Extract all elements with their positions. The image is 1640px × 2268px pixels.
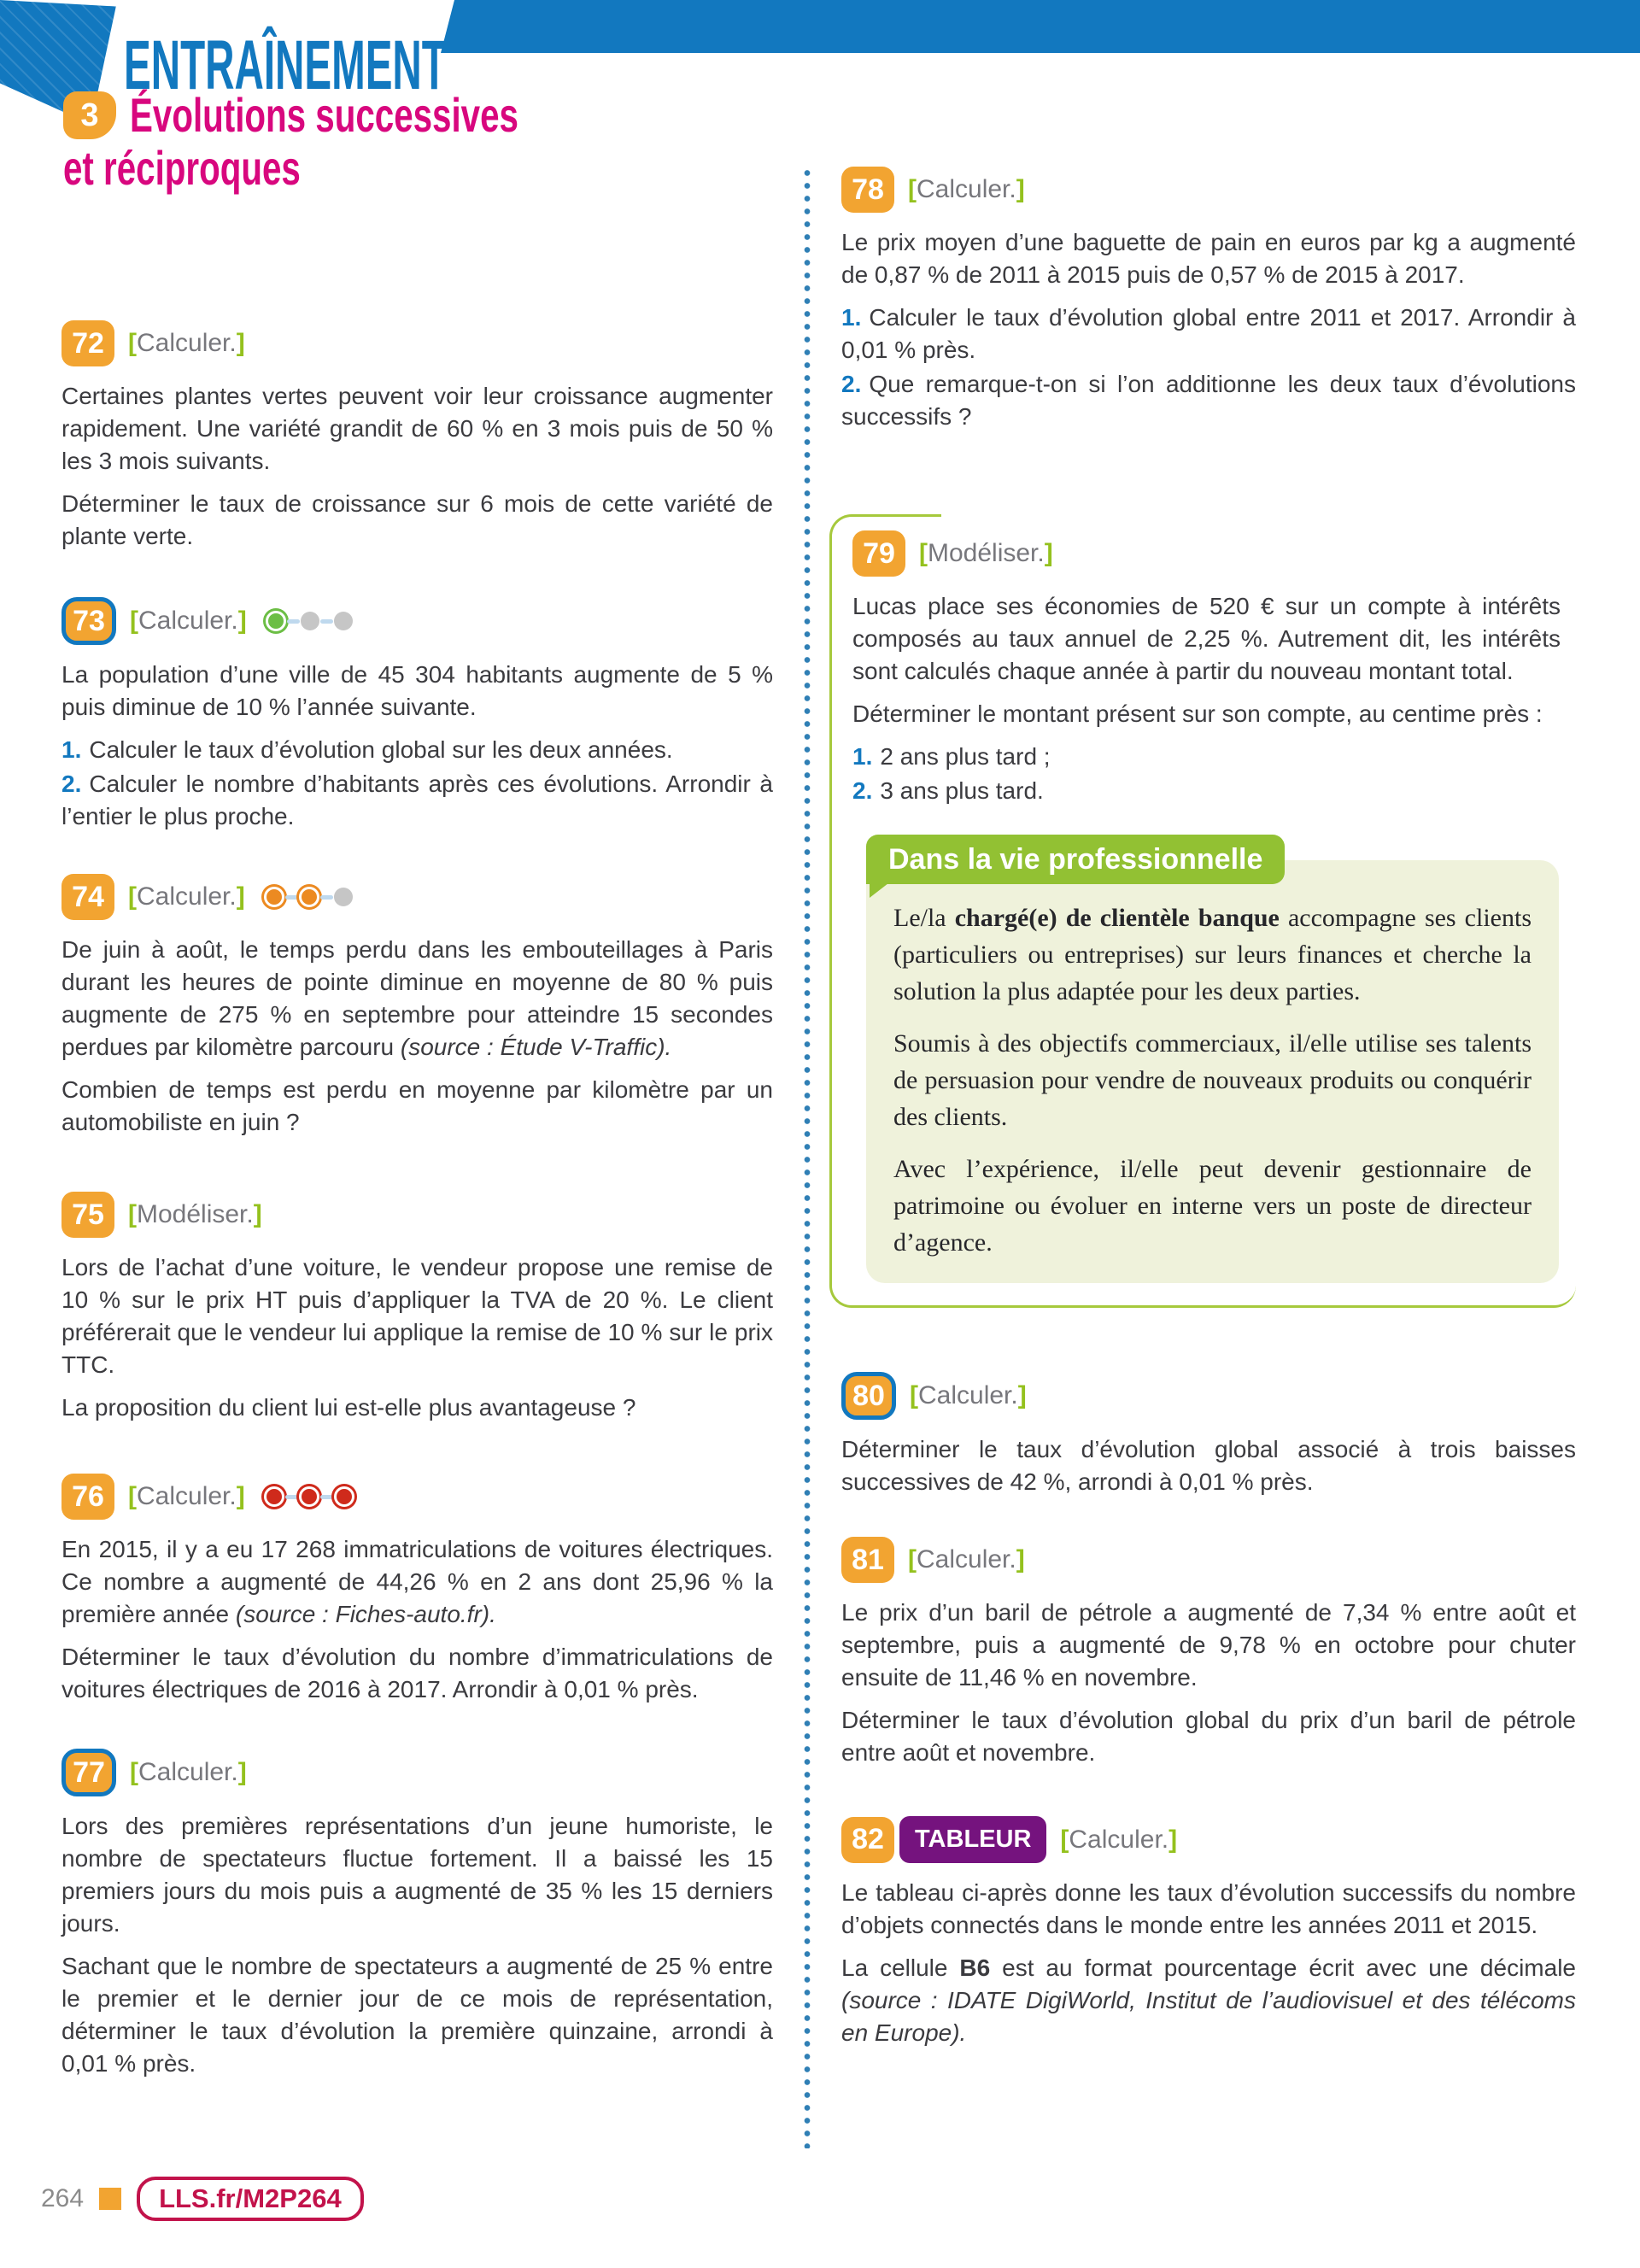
section-title-line1: Évolutions successives [130,88,518,142]
exercise-text: Lors de l’achat d’une voiture, le vendeur propose une remise de 10 % sur le prix HT puis d’appliquer la TVA de 20 %. Le client préférerait que le vendeur lui applique la remise de 10 % sur le prix TTC. [62,1254,773,1378]
exercise-76-header [62,1474,773,1520]
exercise-text: En 2015, il y a eu 17 268 immatriculations de voitures électriques. Ce nombre a augmenté de 44,26 % en 2 ans dont 25,96 % la première année (source : Fiches-auto.fr). [62,1536,773,1627]
difficulty-meter [264,1486,354,1507]
footer-square-icon [99,2188,121,2210]
skill-label: [Calculer.] [910,1381,1027,1409]
skill-label: [Modéliser.] [128,1200,262,1228]
exercise-79-header [852,530,1561,577]
exercise-question: 2. Calculer le nombre d’habitants après ces évolutions. Arrondir à l’entier le plus proche. [62,771,773,829]
exercise-text: Déterminer le taux d’évolution global du prix d’un baril de pétrole entre août et novembre. [841,1707,1576,1766]
exercise-text: Lors des premières représentations d’un jeune humoriste, le nombre de spectateurs fluctue fortement. Il a baissé les 15 premiers jours du mois puis a augmenté de 35 % les 15 derniers jours. [62,1813,773,1937]
exercise-78-header [841,167,1576,213]
exercise-72 [62,320,773,553]
exercise-question: 1. Calculer le taux d’évolution global entre 2011 et 2017. Arrondir à 0,01 % près. [841,304,1576,363]
exercise-82 [841,1816,1576,2049]
exercise-number-badge: 79 [852,530,905,577]
exercise-78 [841,167,1576,433]
exercise-text: Déterminer le taux d’évolution global associé à trois baisses successives de 42 %, arrondi à 0,01 % près. [841,1436,1576,1495]
exercise-number-badge: 82 [841,1817,894,1863]
exercise-number-badge: 80 [841,1372,896,1420]
exercise-number-badge: 75 [62,1192,114,1238]
exercise-72-header [62,320,773,366]
exercise-text: Le prix d’un baril de pétrole a augmenté de 7,34 % entre août et septembre, puis a augmenté de 9,78 % en octobre pour chuter ensuite de 11,46 % en novembre. [841,1599,1576,1691]
column-divider [804,167,811,2148]
exercise-73-header [62,597,773,645]
exercise-text: Déterminer le montant présent sur son compte, au centime près : [852,700,1543,727]
page-footer [41,2177,364,2221]
exercise-number-badge: 76 [62,1474,114,1520]
section-heading [63,90,773,194]
exercise-number-badge: 74 [62,874,114,920]
exercise-text: De juin à août, le temps perdu dans les embouteillages à Paris durant les heures de pointe diminue en moyenne de 80 % puis augmente de 275 % en septembre pour atteindre 15 secondes perdues par kilomètre parcouru (source : Étude V-Traffic). [62,936,773,1060]
exercise-text: La cellule B6 est au format pourcentage écrit avec une décimale (source : IDATE DigiWorld, Institut de l’audiovisuel et des télécoms en Europe). [841,1954,1576,2046]
exercise-75 [62,1192,773,1424]
section-number-badge: 3 [63,91,116,139]
exercise-77-header [62,1749,773,1796]
exercise-number-badge: 72 [62,320,114,366]
tableur-badge: TABLEUR [899,1816,1046,1863]
difficulty-dot-on-icon [264,887,284,907]
exercise-77 [62,1749,773,2080]
banner-title: ENTRAÎNEMENT [124,26,447,104]
vie-pro-text: Le/la chargé(e) de clientèle banque accompagne ses clients (particuliers ou entreprises) sur leurs finances et cherche la solution la plus adaptée pour les deux parties. [893,904,1532,1005]
skill-label: [Calculer.] [128,882,245,911]
difficulty-dot-on-icon [299,887,319,907]
exercise-75-header [62,1192,773,1238]
exercise-text: Certaines plantes vertes peuvent voir leur croissance augmenter rapidement. Une variété grandit de 60 % en 3 mois puis de 50 % les 3 mois suivants. [62,383,773,474]
left-column [62,90,773,2080]
difficulty-dot-on-icon [266,611,286,631]
exercise-74 [62,874,773,1139]
exercise-text: La population d’une ville de 45 304 habitants augmente de 5 % puis diminue de 10 % l’année suivante. [62,661,773,720]
exercise-text: Le prix moyen d’une baguette de pain en euros par kg a augmenté de 0,87 % de 2011 à 2015 puis de 0,57 % de 2015 à 2017. [841,229,1576,288]
skill-label: [Calculer.] [130,607,247,635]
exercise-76 [62,1474,773,1706]
vie-pro-text: Soumis à des objectifs commerciaux, il/elle utilise ses talents de persuasion pour vendre de nouveaux produits ou conquérir des clients. [893,1029,1532,1131]
exercise-73 [62,597,773,833]
difficulty-dot-on-icon [334,1486,354,1507]
skill-label: [Calculer.] [128,1482,245,1510]
exercise-79 [852,530,1561,807]
exercise-question: 2. 3 ans plus tard. [852,777,1044,804]
header-blue-bar [441,0,1640,53]
difficulty-dot-on-icon [299,1486,319,1507]
exercise-question: 2. Que remarque-t-on si l’on additionne les deux taux d’évolutions successifs ? [841,371,1576,430]
difficulty-meter [266,611,353,631]
difficulty-dot-off-icon [334,612,353,630]
exercise-80 [841,1372,1576,1498]
right-column [841,167,1576,2049]
exercise-question: 1. Calculer le taux d’évolution global sur les deux années. [62,736,673,763]
page-number: 264 [41,2184,85,2212]
section-title-line2: et réciproques [63,141,301,195]
exercise-80-header [841,1372,1576,1420]
exercise-text: Le tableau ci-après donne les taux d’évolution successifs du nombre d’objets connectés dans le monde entre les années 2011 et 2015. [841,1879,1576,1938]
exercise-number-badge: 78 [841,167,894,213]
difficulty-dot-off-icon [334,888,353,906]
difficulty-dot-off-icon [301,612,319,630]
lls-link-badge[interactable]: LLS.fr/M2P264 [137,2177,364,2221]
skill-label: [Calculer.] [908,175,1025,203]
vie-professionnelle-title: Dans la vie professionnelle [866,835,1285,884]
skill-label: [Calculer.] [908,1545,1025,1574]
exercise-number-badge: 73 [62,597,116,645]
exercise-82-header [841,1816,1576,1863]
vie-pro-text: Avec l’expérience, il/elle peut devenir gestionnaire de patrimoine ou évoluer en interne vers un poste de directeur d’agence. [893,1155,1532,1257]
vie-professionnelle-box [866,843,1559,1283]
exercise-text: Déterminer le taux de croissance sur 6 mois de cette variété de plante verte. [62,490,773,549]
exercise-81 [841,1537,1576,1769]
exercise-text: Lucas place ses économies de 520 € sur un compte à intérêts composés au taux annuel de 2,25 %. Autrement dit, les intérêts sont calculés chaque année à partir du nouveau montant total. [852,593,1561,684]
exercise-74-header [62,874,773,920]
exercise-text: Combien de temps est perdu en moyenne par kilomètre par un automobiliste en juin ? [62,1076,773,1135]
difficulty-dot-on-icon [264,1486,284,1507]
exercise-text: Déterminer le taux d’évolution du nombre d’immatriculations de voitures électriques de 2016 à 2017. Arrondir à 0,01 % près. [62,1644,773,1702]
exercise-number-badge: 77 [62,1749,116,1796]
difficulty-meter [264,887,353,907]
exercise-text: Sachant que le nombre de spectateurs a augmenté de 25 % entre le premier et le dernier jour de ce mois de représentation, déterminer le taux d’évolution la première quinzaine, arrondi à 0,01 % près. [62,1953,773,2077]
exercise-79-bracket [829,514,1576,1308]
exercise-question: 1. 2 ans plus tard ; [852,743,1051,770]
exercise-text: La proposition du client lui est-elle plus avantageuse ? [62,1394,636,1421]
skill-label: [Calculer.] [1060,1825,1178,1854]
skill-label: [Modéliser.] [919,539,1053,567]
skill-label: [Calculer.] [128,329,245,357]
skill-label: [Calculer.] [130,1758,247,1786]
exercise-81-header [841,1537,1576,1583]
exercise-number-badge: 81 [841,1537,894,1583]
